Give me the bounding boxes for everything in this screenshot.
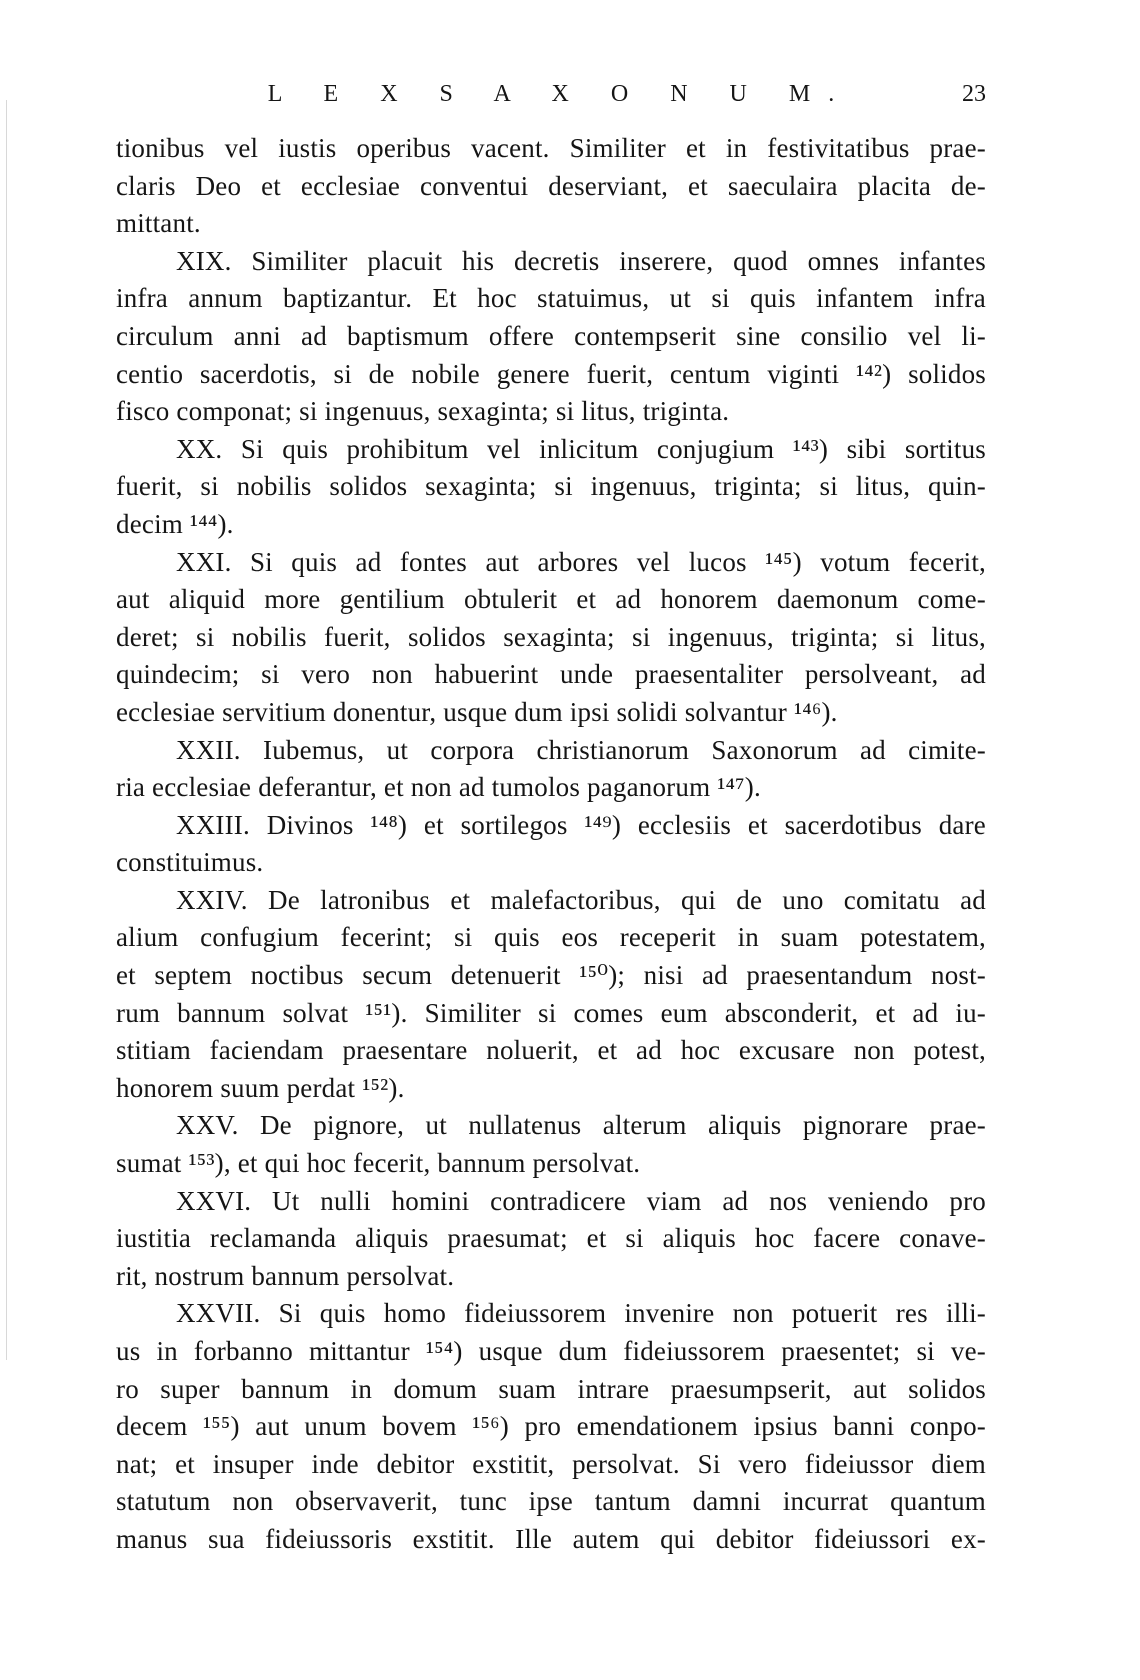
text-line: rit, nostrum bannum persolvat.: [116, 1260, 455, 1291]
body-text: [116, 130, 986, 1559]
text-line: ria ecclesiae deferantur, et non ad tumolos paganorum ¹⁴⁷).: [116, 772, 761, 803]
text-line: et septem noctibus secum detenuerit ¹⁵⁰); nisi ad praesentandum nost-: [116, 960, 986, 991]
running-title: L E X S A X O N U M.: [267, 81, 853, 107]
scan-edge-line: [6, 100, 7, 1360]
page-number: 23: [962, 81, 986, 107]
text-line: alium confugium fecerint; si quis eos receperit in suam potestatem,: [116, 922, 986, 953]
text-line: sumat ¹⁵³), et qui hoc fecerit, bannum persolvat.: [116, 1148, 641, 1179]
text-line: nat; et insuper inde debitor exstitit, persolvat. Si vero fideiussor diem: [116, 1448, 986, 1479]
section-xxvii-start: XXVII. Si quis homo fideiussorem invenire non potuerit res illi-: [176, 1298, 986, 1329]
text-line: aut aliquid more gentilium obtulerit et ad honorem daemonum come-: [116, 584, 986, 615]
text-line: claris Deo et ecclesiae conventui deserviant, et saeculaira placita de-: [116, 170, 986, 201]
section-xxiii-start: XXIII. Divinos ¹⁴⁸) et sortilegos ¹⁴⁹) ecclesiis et sacerdotibus dare: [176, 809, 986, 840]
section-xxi-start: XXI. Si quis ad fontes aut arbores vel lucos ¹⁴⁵) votum fecerit,: [176, 546, 986, 577]
text-line: decim ¹⁴⁴).: [116, 508, 234, 539]
text-line: stitiam faciendam praesentare noluerit, et ad hoc excusare non potest,: [116, 1035, 986, 1066]
text-line: us in forbanno mittantur ¹⁵⁴) usque dum fideiussorem praesentet; si ve-: [116, 1336, 986, 1366]
text-line: honorem suum perdat ¹⁵²).: [116, 1072, 405, 1103]
text-line: mittant.: [116, 208, 201, 239]
text-line: rum bannum solvat ¹⁵¹). Similiter si comes eum absconderit, et ad iu-: [116, 997, 986, 1028]
text-line: deret; si nobilis fuerit, solidos sexaginta; si ingenuus, triginta; si litus,: [116, 621, 986, 652]
text-line: manus sua fideiussoris exstitit. Ille autem qui debitor fideiussori ex-: [116, 1523, 986, 1554]
text-line: circulum anni ad baptismum offere contempserit sine consilio vel li-: [116, 320, 986, 351]
text-line: fisco componat; si ingenuus, sexaginta; si litus, triginta.: [116, 396, 730, 427]
text-line: statutum non observaverit, tunc ipse tantum damni incurrat quantum: [116, 1486, 986, 1517]
text-line: tionibus vel iustis operibus vacent. Similiter et in festivitatibus prae-: [116, 133, 986, 163]
section-xxiv-start: XXIV. De latronibus et malefactoribus, qui de uno comitatu ad: [176, 884, 986, 915]
section-xxvi-start: XXVI. Ut nulli homini contradicere viam ad nos veniendo pro: [176, 1185, 986, 1216]
text-line: iustitia reclamanda aliquis praesumat; et si aliquis hoc facere conave-: [116, 1223, 986, 1254]
text-line: infra annum baptizantur. Et hoc statuimus, ut si quis infantem infra: [116, 283, 986, 314]
running-header: [116, 78, 986, 118]
text-line: ro super bannum in domum suam intrare praesumpserit, aut solidos: [116, 1373, 986, 1404]
text-line: fuerit, si nobilis solidos sexaginta; si ingenuus, triginta; si litus, quin-: [116, 471, 986, 502]
text-line: constituimus.: [116, 847, 264, 878]
section-xix-start: XIX. Similiter placuit his decretis inserere, quod omnes infantes: [176, 245, 986, 276]
section-xxv-start: XXV. De pignore, ut nullatenus alterum aliquis pignorare prae-: [176, 1110, 986, 1141]
text-line: quindecim; si vero non habuerint unde praesentaliter persolveant, ad: [116, 659, 986, 690]
text-line: centio sacerdotis, si de nobile genere fuerit, centum viginti ¹⁴²) solidos: [116, 358, 986, 389]
text-line: decem ¹⁵⁵) aut unum bovem ¹⁵⁶) pro emendationem ipsius banni conpo-: [116, 1411, 986, 1442]
section-xxii-start: XXII. Iubemus, ut corpora christianorum Saxonorum ad cimite-: [176, 734, 986, 765]
text-line: ecclesiae servitium donentur, usque dum ipsi solidi solvantur ¹⁴⁶).: [116, 696, 838, 727]
section-xx-start: XX. Si quis prohibitum vel inlicitum conjugium ¹⁴³) sibi sortitus: [176, 433, 986, 464]
